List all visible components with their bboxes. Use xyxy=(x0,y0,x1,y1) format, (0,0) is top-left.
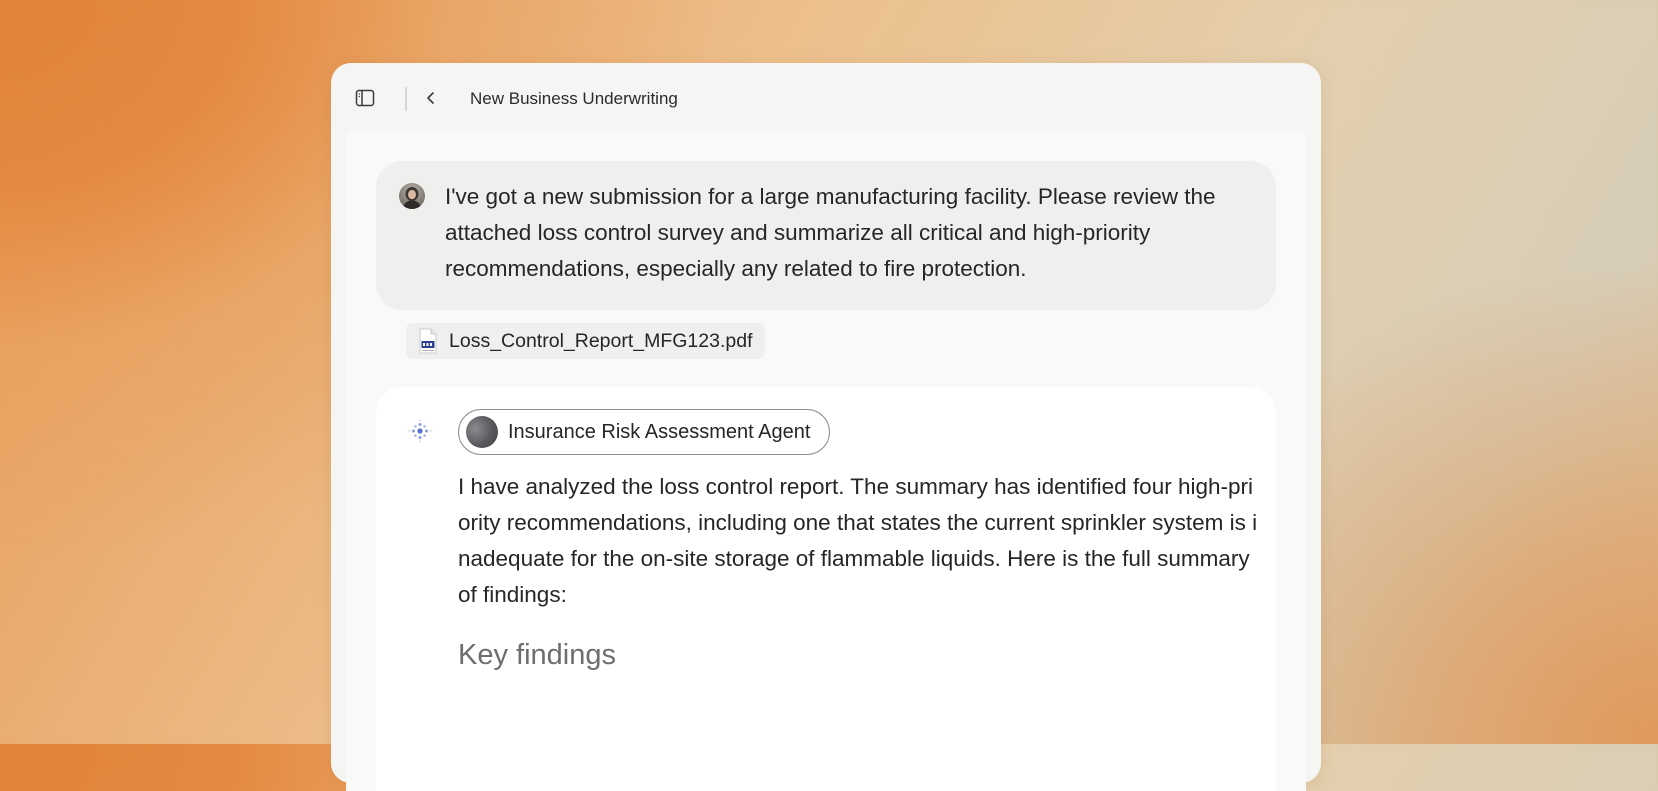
user-avatar xyxy=(399,183,425,209)
key-findings-heading: Key findings xyxy=(458,639,616,671)
sidebar-toggle-icon[interactable] xyxy=(355,88,375,108)
attachment-filename: Loss_Control_Report_MFG123.pdf xyxy=(449,329,753,352)
attachment-chip[interactable] xyxy=(406,323,765,359)
user-message-text: I've got a new submission for a large manufacturing facility. Please review the attached loss control survey and summarize all critical and high-priority recommendations, especially any related to fire protection. xyxy=(445,184,1216,281)
agent-name-pill[interactable] xyxy=(458,409,830,455)
agent-sparkle-icon xyxy=(407,418,433,444)
title-bar xyxy=(331,63,1321,131)
chevron-left-icon[interactable] xyxy=(423,89,439,107)
conversation-panel xyxy=(346,131,1306,791)
agent-message-text: I have analyzed the loss control report. The summary has identified four high-priority recommendations, including one that states the current sprinkler system is inadequate for the on-site storage of flammable liquids. Here is the full summary of findings: xyxy=(458,474,1258,607)
user-message-bubble xyxy=(376,161,1276,310)
agent-avatar xyxy=(466,416,498,448)
agent-response-card xyxy=(376,387,1276,791)
agent-name: Insurance Risk Assessment Agent xyxy=(508,420,811,443)
title-divider xyxy=(405,87,407,111)
app-window xyxy=(331,63,1321,783)
pdf-file-icon xyxy=(418,328,438,354)
page-title: New Business Underwriting xyxy=(470,89,678,108)
